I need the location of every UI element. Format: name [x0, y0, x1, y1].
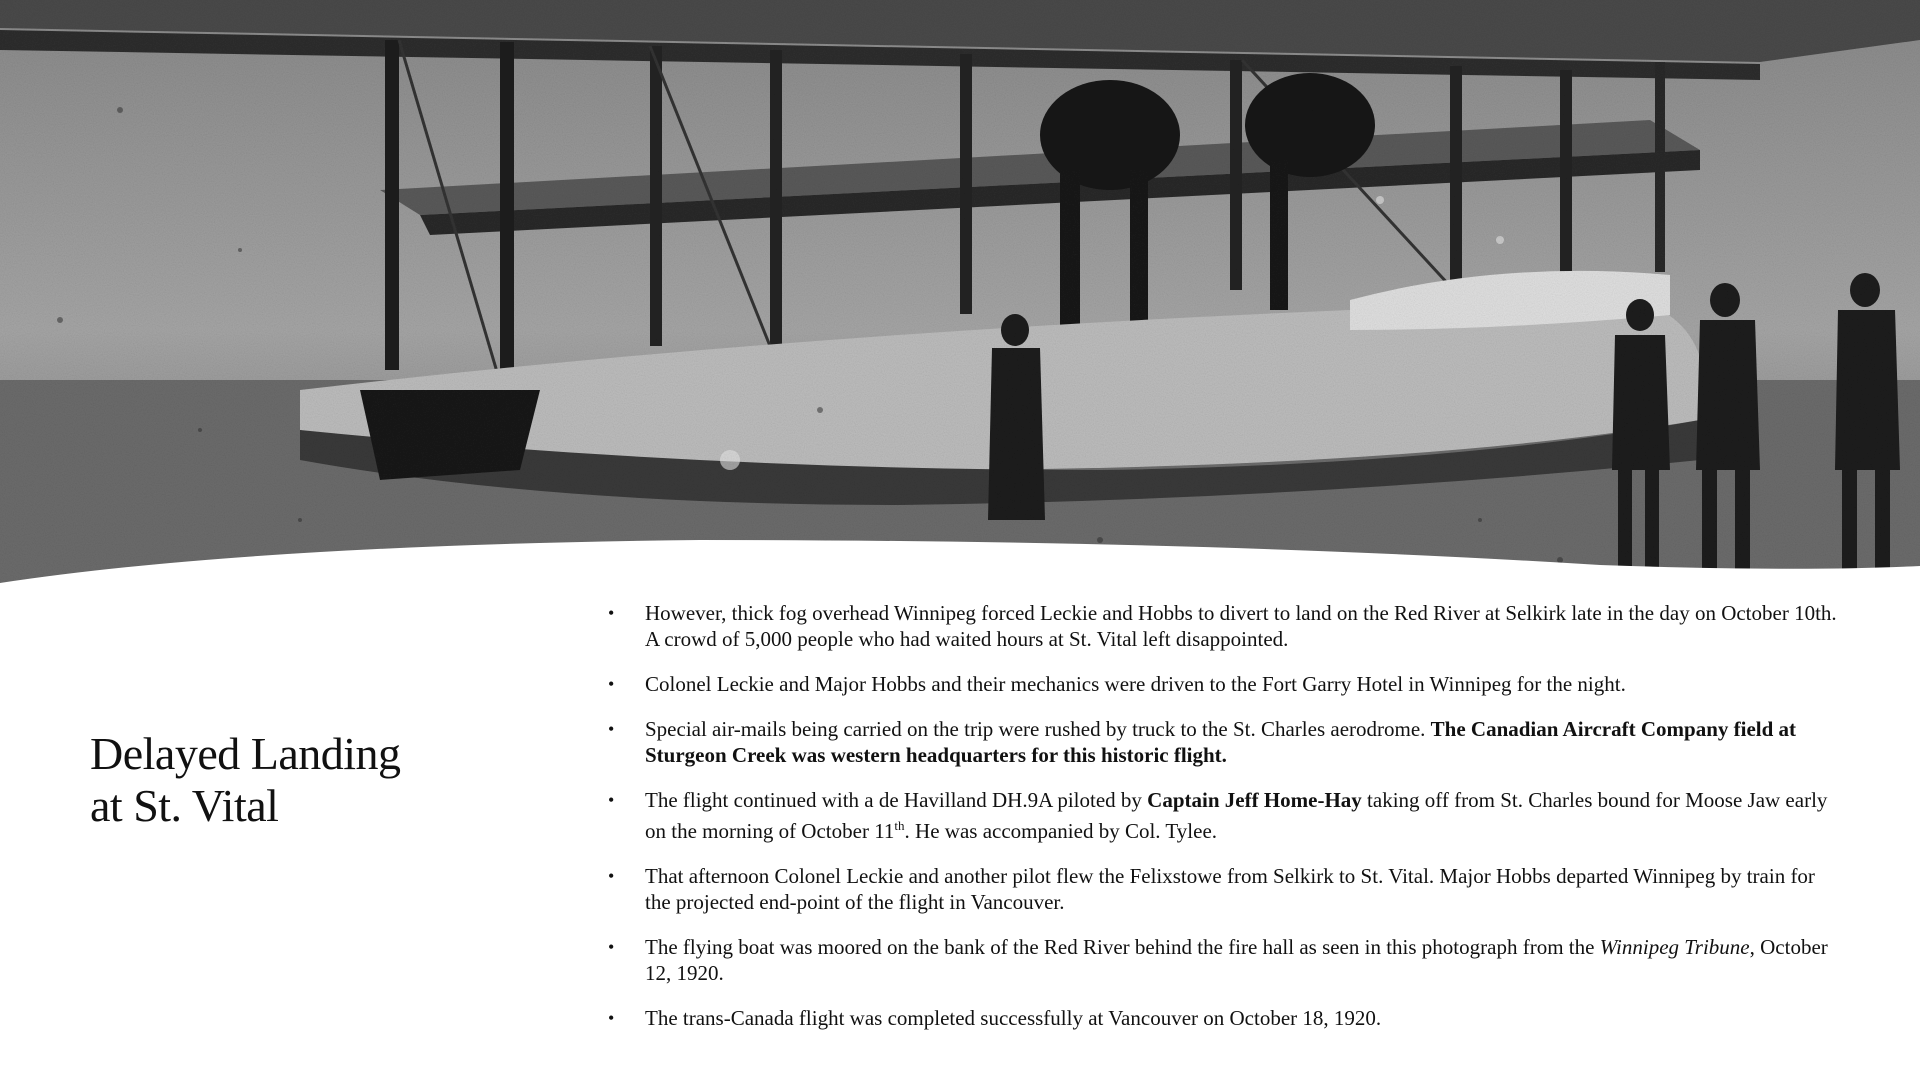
bullet-item [600, 934, 1840, 986]
bullet-list [600, 600, 1840, 1031]
bullet-marker: • [608, 603, 615, 623]
title-line-1: Delayed Landing [90, 728, 401, 779]
newspaper-title: Winnipeg Tribune [1599, 935, 1750, 959]
bullet-bold-text: The Canadian Aircraft Company field at Sturgeon Creek was western headquarters for this historic flight. [645, 717, 1797, 767]
bullet-text: The flying boat was moored on the bank of the Red River behind the fire hall as seen in this photograph from the [645, 935, 1600, 959]
bullet-marker: • [608, 674, 615, 694]
bullet-item [600, 1005, 1840, 1031]
bullet-marker: • [608, 866, 615, 886]
bullet-marker: • [608, 1008, 615, 1028]
bullet-item [600, 716, 1840, 768]
bullet-text: Special air-mails being carried on the trip were rushed by truck to the St. Charles aerodrome. [645, 717, 1431, 741]
bullet-marker: • [608, 719, 615, 739]
bullet-text: , October 12, 1920. [645, 935, 1828, 985]
bullet-bold-text: Captain Jeff Home-Hay [1147, 788, 1362, 812]
bullet-item [600, 600, 1840, 652]
bullet-text: The trans-Canada flight was completed successfully at Vancouver on October 18, 1920. [645, 1006, 1382, 1030]
slide-title [90, 728, 510, 832]
bullet-text: However, thick fog overhead Winnipeg forced Leckie and Hobbs to divert to land on the Red River at Selkirk late in the day on October 10th. A crowd of 5,000 people who had waited hours at St. Vital left disappointed. [645, 601, 1837, 651]
bullet-text: . He was accompanied by Col. Tylee. [904, 819, 1218, 843]
bullet-text: The flight continued with a de Havilland DH.9A piloted by [645, 788, 1148, 812]
bullet-item [600, 671, 1840, 697]
bullet-item [600, 787, 1840, 844]
bullet-item [600, 863, 1840, 915]
ordinal-suffix: th [894, 818, 905, 833]
bullet-text: taking off from St. Charles bound for Moose Jaw early on the morning of October 11 [645, 788, 1828, 843]
bullet-marker: • [608, 790, 615, 810]
title-line-2: at St. Vital [90, 780, 279, 831]
bullet-text: Colonel Leckie and Major Hobbs and their mechanics were driven to the Fort Garry Hotel in Winnipeg for the night. [645, 672, 1626, 696]
bullet-text: That afternoon Colonel Leckie and another pilot flew the Felixstowe from Selkirk to St. Vital. Major Hobbs departed Winnipeg by train for the projected end-point of the flight in Vancouver. [645, 864, 1815, 914]
bullet-marker: • [608, 937, 615, 957]
